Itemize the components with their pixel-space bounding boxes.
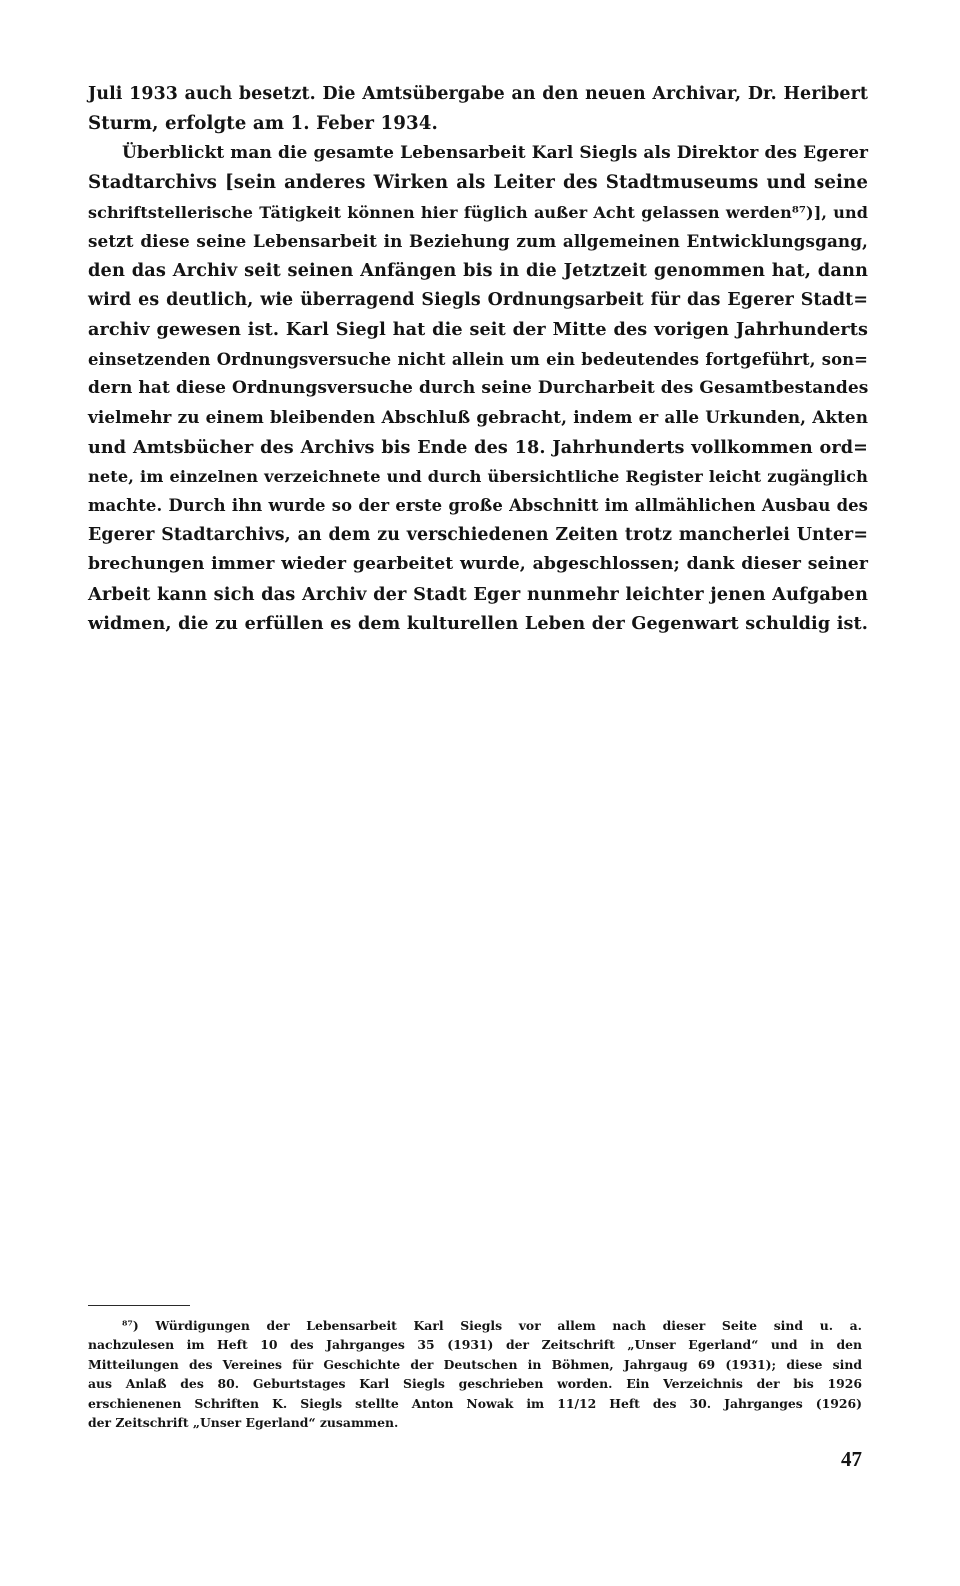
footnote-block [88, 1316, 862, 1432]
footnote-line: Mitteilungen des Vereines für Geschichte der Deutschen in Böhmen, Jahrgaug 69 (1931); diese sind [88, 1356, 862, 1372]
text-line: Sturm, erfolgte am 1. Feber 1934. [88, 113, 438, 135]
text-line: widmen, die zu erfüllen es dem kulturellen Leben der Gegenwart schuldig ist. [88, 613, 868, 635]
footnote-line: aus Anlaß des 80. Geburtstages Karl Siegls geschrieben worden. Ein Verzeichnis der bis 1926 [88, 1376, 862, 1392]
text-line: nete, im einzelnen verzeichnete und durch übersichtliche Register leicht zugänglich [88, 467, 868, 487]
text-line: den das Archiv seit seinen Anfängen bis in die Jetztzeit genommen hat, dann [88, 260, 868, 282]
text-line: Egerer Stadtarchivs, an dem zu verschiedenen Zeiten trotz mancherlei Unter= [88, 524, 868, 545]
text-line: brechungen immer wieder gearbeitet wurde, abgeschlossen; dank dieser seiner [88, 554, 868, 575]
text-line: dern hat diese Ordnungsversuche durch seine Durcharbeit des Gesamtbestandes [88, 377, 869, 398]
text-line: wird es deutlich, wie überragend Siegls Ordnungsarbeit für das Egerer Stadt= [88, 289, 868, 310]
footnote-divider [88, 1305, 190, 1306]
footnote-line: der Zeitschrift „Unser Egerland“ zusammen. [88, 1414, 399, 1430]
text-line: schriftstellerische Tätigkeit können hier füglich außer Acht gelassen werden⁸⁷)], und [88, 202, 868, 222]
text-line: vielmehr zu einem bleibenden Abschluß gebracht, indem er alle Urkunden, Akten [88, 407, 868, 428]
footnote-line: ⁸⁷) Würdigungen der Lebensarbeit Karl Siegls vor allem nach dieser Seite sind u. a. [122, 1318, 862, 1333]
main-text-block [88, 80, 868, 638]
text-line: Überblickt man die gesamte Lebensarbeit Karl Siegls als Direktor des Egerer [122, 142, 869, 163]
text-line: Juli 1933 auch besetzt. Die Amtsübergabe an den neuen Archivar, Dr. Heribert [88, 84, 868, 104]
text-line: archiv gewesen ist. Karl Siegl hat die seit der Mitte des vorigen Jahrhunderts [88, 319, 868, 341]
page-number: 47 [841, 1447, 862, 1471]
text-line: setzt diese seine Lebensarbeit in Beziehung zum allgemeinen Entwicklungsgang, [88, 230, 868, 251]
text-line: machte. Durch ihn wurde so der erste große Abschnitt im allmählichen Ausbau des [88, 496, 868, 516]
text-line: Stadtarchivs [sein anderes Wirken als Leiter des Stadtmuseums und seine [88, 172, 868, 194]
text-line: einsetzenden Ordnungsversuche nicht allein um ein bedeutendes fortgeführt, son= [88, 349, 868, 369]
footnote-line: erschienenen Schriften K. Siegls stellte Anton Nowak im 11/12 Heft des 30. Jahrganges (1926) [88, 1395, 862, 1411]
text-line: und Amtsbücher des Archivs bis Ende des 18. Jahrhunderts vollkommen ord= [88, 436, 868, 458]
footnote-line: nachzulesen im Heft 10 des Jahrganges 35 (1931) der Zeitschrift „Unser Egerland“ und in den [88, 1337, 862, 1353]
text-line: Arbeit kann sich das Archiv der Stadt Eger nunmehr leichter jenen Aufgaben [88, 583, 868, 605]
